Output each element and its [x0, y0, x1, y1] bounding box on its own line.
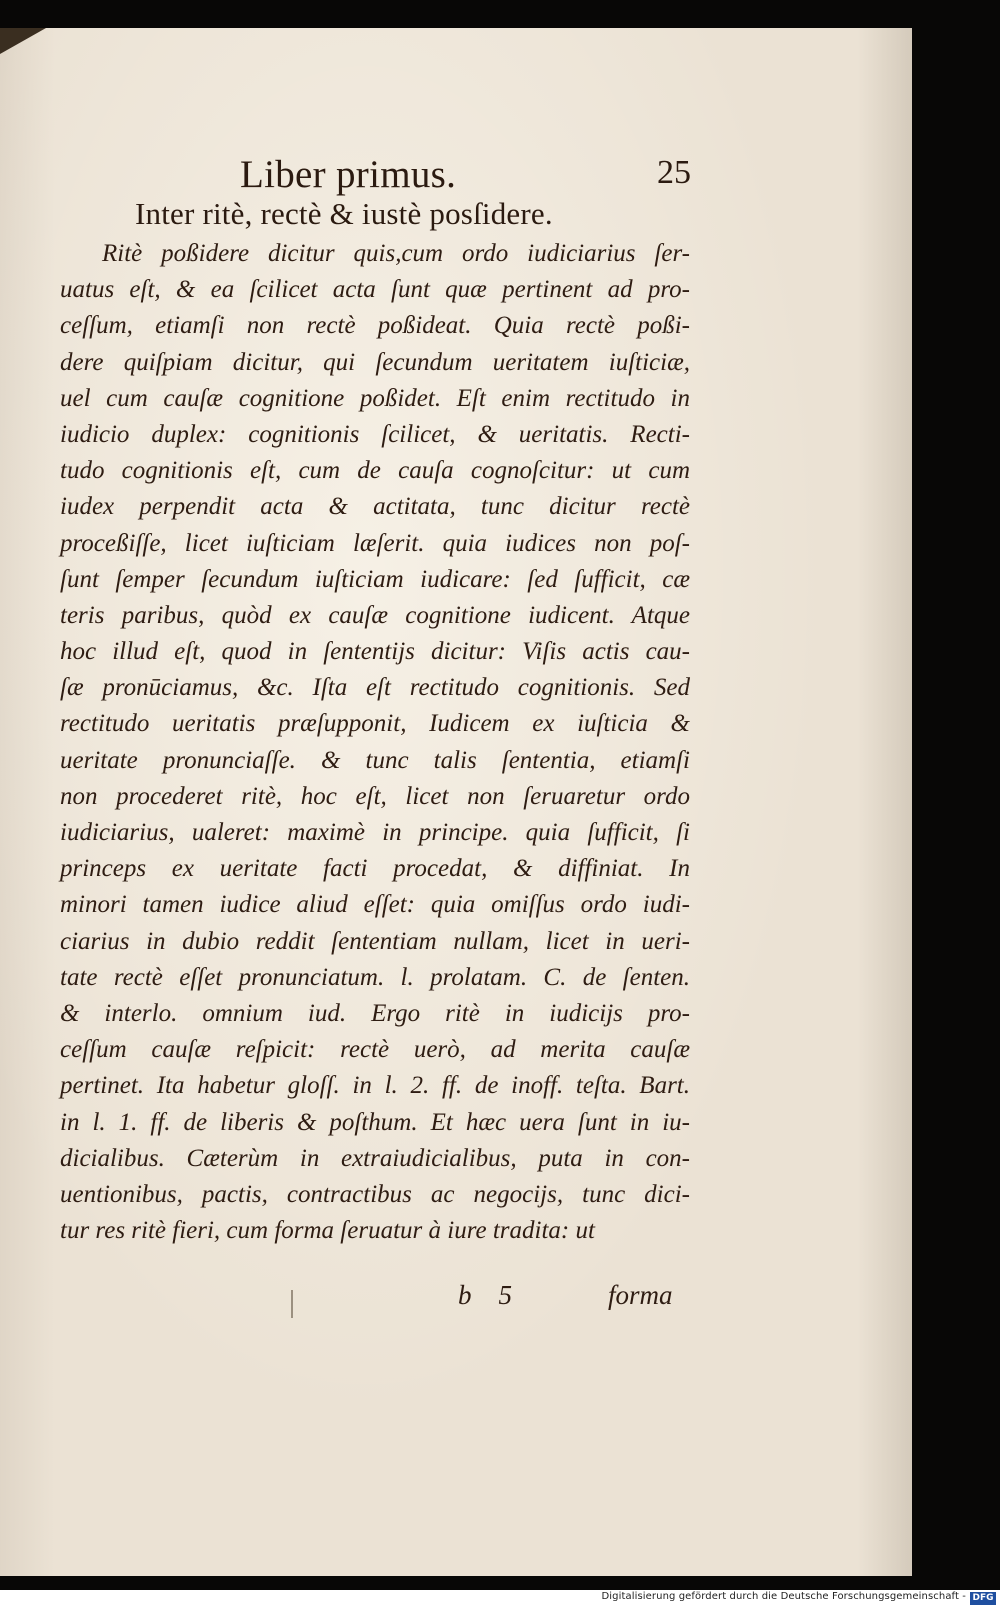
text-line: rectitudo ueritatis præſupponit, Iudicem ex iuſticia & [60, 710, 690, 738]
section-heading: Inter ritè, rectè & iustè posſidere. [135, 196, 553, 231]
text-line: tur res ritè fieri, cum forma ſeruatur à iure tradita: ut [60, 1217, 595, 1245]
page-header [0, 124, 912, 194]
text-line: ciarius in dubio reddit ſententiam nullam, licet in ueri- [60, 927, 690, 955]
text-line: ſunt ſemper ſecundum iuſticiam iudicare: ſed ſufficit, cæ [60, 565, 690, 593]
signature-letter: b [458, 1280, 472, 1310]
text-line: pertinet. Ita habetur gloſſ. in l. 2. ff. de inoff. teſta. Bart. [60, 1072, 690, 1100]
text-line: princeps ex ueritate facti procedat, & diffiniat. In [60, 855, 690, 883]
body-text [60, 236, 690, 1249]
text-line: minori tamen iudice aliud eſſet: quia omiſſus ordo iudi- [60, 891, 690, 919]
text-line: iudiciarius, ualeret: maximè in principe. quia ſufficit, ſi [60, 819, 690, 846]
text-line: uel cum cauſæ cognitione poßidet. Eſt enim rectitudo in [60, 384, 690, 412]
text-line: in l. 1. ff. de liberis & poſthum. Et hæc uera ſunt in iu- [60, 1108, 690, 1136]
text-line: hoc illud eſt, quod in ſententijs dicitur: Viſis actis cau- [60, 638, 690, 666]
text-line: teris paribus, quòd ex cauſæ cognitione iudicent. Atque [60, 601, 690, 629]
text-line: tate rectè eſſet pronunciatum. l. prolatam. C. de ſenten. [60, 963, 690, 991]
text-line: proceßiſſe, licet iuſticiam læſerit. quia iudices non poſ- [60, 529, 690, 557]
text-line: uentionibus, pactis, contractibus ac negocijs, tunc dici- [60, 1180, 690, 1208]
text-line: tudo cognitionis eſt, cum de cauſa cognoſcitur: ut cum [60, 457, 690, 485]
text-line: ceſſum, etiamſi non rectè poßideat. Quia rectè poßi- [60, 312, 690, 340]
text-line: ceſſum cauſæ reſpicit: rectè uerò, ad merita cauſæ [60, 1036, 690, 1064]
catchword: forma [608, 1280, 673, 1310]
signature-mark [458, 1280, 512, 1311]
text-line: iudicio duplex: cognitionis ſcilicet, & ueritatis. Recti- [60, 420, 690, 448]
text-line: & interlo. omnium iud. Ergo ritè in iudicijs pro- [60, 999, 690, 1027]
text-line: non procederet ritè, hoc eſt, licet non ſeruaretur ordo [60, 782, 690, 810]
text-line: dere quiſpiam dicitur, qui ſecundum ueritatem iuſticiæ, [60, 348, 690, 376]
page-corner-fold [0, 28, 46, 54]
text-line: Ritè poßidere dicitur quis,cum ordo iudiciarius ſer- [102, 240, 690, 267]
running-head: Liber primus. [240, 153, 457, 196]
text-line: ſæ pronūciamus, &c. Iſta eſt rectitudo cognitionis. Sed [60, 674, 690, 702]
funding-credit: Digitalisierung gefördert durch die Deutsche Forschungsgemeinschaft - [601, 1591, 966, 1602]
signature-row [0, 1280, 912, 1320]
text-line: ueritate pronunciaſſe. & tunc talis ſententia, etiamſi [60, 746, 690, 774]
book-page [0, 28, 912, 1576]
stray-ink-mark [291, 1290, 293, 1318]
dfg-logo: DFG [970, 1592, 996, 1605]
text-line: uatus eſt, & ea ſcilicet acta ſunt quæ pertinent ad pro- [60, 276, 690, 304]
text-line: dicialibus. Cæterùm in extraiudicialibus, puta in con- [60, 1144, 690, 1172]
text-line: iudex perpendit acta & actitata, tunc dicitur rectè [60, 493, 690, 521]
signature-number: 5 [498, 1280, 512, 1310]
page-number: 25 [657, 154, 691, 191]
